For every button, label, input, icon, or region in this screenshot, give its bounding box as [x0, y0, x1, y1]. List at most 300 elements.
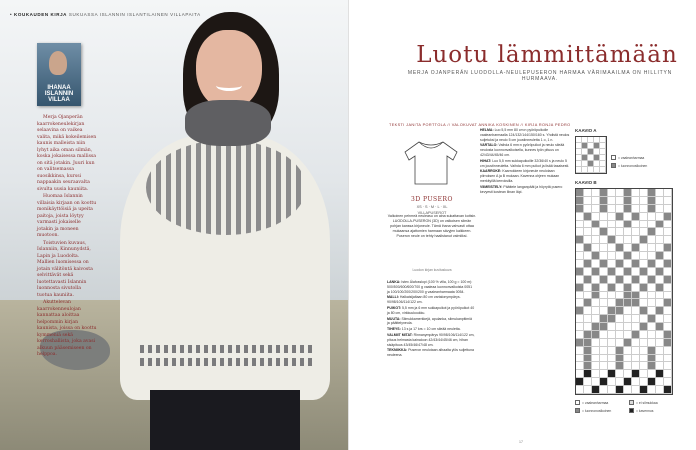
chart-cell	[632, 323, 640, 331]
chart-cell	[576, 189, 584, 197]
chart-cell	[656, 315, 664, 323]
chart-cell	[584, 260, 592, 268]
chart-cell	[584, 228, 592, 236]
chart-cell	[664, 284, 672, 292]
pattern-model-block	[387, 196, 477, 215]
chart-cell	[576, 331, 584, 339]
chart-cell	[592, 307, 600, 315]
chart-cell	[656, 205, 664, 213]
instruction-heading: VALMIIT MITAT:	[387, 332, 413, 337]
chart-cell	[664, 378, 672, 386]
chart-cell	[584, 307, 592, 315]
chart-cell	[664, 347, 672, 355]
instruction-heading: HELMA:	[480, 128, 494, 132]
chart-cell	[648, 213, 656, 221]
chart-cell	[656, 228, 664, 236]
chart-cell	[656, 347, 664, 355]
chart-cell	[664, 221, 672, 229]
chart-cell	[616, 276, 624, 284]
chart-cell	[616, 362, 624, 370]
pattern-category: VILLAPUSEROT	[417, 211, 447, 215]
chart-cell	[600, 276, 608, 284]
chart-cell	[640, 323, 648, 331]
chart-cell	[600, 292, 608, 300]
chart-cell	[600, 307, 608, 315]
chart-cell	[624, 292, 632, 300]
chart-cell	[664, 197, 672, 205]
pattern-sizes: XS · S · M · L · XL	[416, 205, 448, 209]
chart-cell	[656, 252, 664, 260]
chart-cell	[632, 205, 640, 213]
chart-cell	[656, 244, 664, 252]
review-paragraph: Toistuvien kuvaus, Islanniin, Kinnunydstä, Lapin ja Luodolta. Mallien luomisessa on jotain välitöntä kaivosta selvittävät sekä luotettavasti Islannin luonnosta sivutolla tuotua kauniita.	[37, 240, 93, 298]
chart-cell	[656, 355, 664, 363]
chart-cell	[608, 268, 616, 276]
chart-cell	[600, 197, 608, 205]
sweater-diagram	[401, 138, 461, 186]
chart-cell	[648, 323, 656, 331]
chart-cell	[576, 268, 584, 276]
chart-cell	[600, 362, 608, 370]
chart-cell	[624, 228, 632, 236]
chart-cell	[616, 189, 624, 197]
instruction-para	[480, 185, 570, 195]
chart-cell	[608, 236, 616, 244]
page-number: 17	[519, 440, 523, 444]
chart-cell	[576, 197, 584, 205]
chart-cell	[600, 252, 608, 260]
chart-cell	[576, 378, 584, 386]
instruction-para	[480, 128, 570, 142]
chart-cell	[576, 355, 584, 363]
chart-cell	[592, 228, 600, 236]
chart-cell	[608, 299, 616, 307]
chart-cell	[664, 307, 672, 315]
chart-cell	[640, 228, 648, 236]
instruction-heading: TIHEYS:	[387, 327, 401, 332]
chart-cell	[584, 213, 592, 221]
chart-cell	[664, 276, 672, 284]
chart-cell	[640, 299, 648, 307]
chart-cell	[648, 221, 656, 229]
chart-cell	[584, 339, 592, 347]
chart-cell	[576, 236, 584, 244]
chart-cell	[624, 268, 632, 276]
chart-cell	[624, 315, 632, 323]
instruction-para	[387, 327, 475, 332]
chart-cell	[608, 252, 616, 260]
chart-cell	[632, 339, 640, 347]
chart-cell	[600, 221, 608, 229]
chart-cell	[624, 205, 632, 213]
chart-cell	[664, 236, 672, 244]
chart-cell	[624, 370, 632, 378]
chart-cell	[648, 244, 656, 252]
chart-cell	[616, 386, 624, 394]
chart-cell	[656, 197, 664, 205]
chart-cell	[632, 299, 640, 307]
chart-cell	[616, 370, 624, 378]
chart-cell	[584, 252, 592, 260]
chart-cell	[648, 362, 656, 370]
legend-item	[575, 400, 608, 405]
chart-cell	[608, 284, 616, 292]
chart-cell	[592, 355, 600, 363]
chart-a-label: KAAVIO A	[575, 128, 597, 133]
chart-cell	[608, 362, 616, 370]
chart-cell	[608, 355, 616, 363]
chart-cell	[640, 213, 648, 221]
review-paragraph: Akuttelevan kaarrokenneulojan kannattaa aloittaa helpommin kirjan kaunista, joissa on koottu kymmeniä sekä kerroshallista, joka avasi alkuun pääsemiseen on helppoa.	[37, 300, 97, 357]
instruction-para	[387, 306, 475, 316]
chart-cell	[592, 292, 600, 300]
chart-cell	[640, 331, 648, 339]
chart-cell	[664, 292, 672, 300]
chart-cell	[576, 370, 584, 378]
chart-cell	[584, 284, 592, 292]
chart-cell	[624, 252, 632, 260]
chart-cell	[600, 331, 608, 339]
chart-cell	[640, 205, 648, 213]
chart-cell	[600, 213, 608, 221]
chart-cell	[600, 236, 608, 244]
chart-cell	[584, 370, 592, 378]
chart-cell	[640, 236, 648, 244]
instruction-heading: PUIKOT:	[387, 305, 401, 310]
chart-cell	[632, 355, 640, 363]
chart-cell	[576, 299, 584, 307]
chart-cell	[600, 347, 608, 355]
chart-cell	[648, 252, 656, 260]
chart-cell	[664, 268, 672, 276]
chart-a-grid	[575, 136, 607, 174]
chart-cell	[608, 370, 616, 378]
chart-cell	[584, 386, 592, 394]
chart-cell	[648, 386, 656, 394]
legend-item	[611, 163, 647, 168]
chart-cell	[616, 228, 624, 236]
chart-cell	[600, 299, 608, 307]
chart-cell	[616, 221, 624, 229]
legend-label: = kavennus	[636, 408, 654, 413]
chart-cell	[648, 370, 656, 378]
chart-cell	[576, 276, 584, 284]
chart-cell	[640, 370, 648, 378]
chart-cell	[632, 347, 640, 355]
chart-cell	[640, 276, 648, 284]
chart-cell	[616, 299, 624, 307]
chart-cell	[640, 189, 648, 197]
chart-cell	[664, 205, 672, 213]
instruction-text: Luo 5,5 mm 80 cm:n pyöröpuikolle vaaleanharmaalla 124/132/144/150/160 s. Yhdistä neulos suljetuksi ja neulo 5 cm joustinneuletta 1 o, 1 n.	[480, 128, 570, 142]
chart-cell	[664, 331, 672, 339]
grey-scarf	[185, 100, 271, 146]
chart-cell	[632, 307, 640, 315]
instructions-column-2	[480, 128, 570, 195]
chart-cell	[592, 378, 600, 386]
chart-cell	[632, 292, 640, 300]
chart-cell	[656, 331, 664, 339]
book-cover	[37, 43, 81, 106]
chart-cell	[624, 189, 632, 197]
chart-cell	[592, 331, 600, 339]
chart-cell	[624, 284, 632, 292]
chart-cell	[624, 347, 632, 355]
chart-cell	[584, 323, 592, 331]
chart-cell	[640, 347, 648, 355]
chart-cell	[624, 236, 632, 244]
legend-item	[629, 408, 653, 413]
sweater-hem-pattern	[140, 358, 312, 366]
article-credits: TEKSTI JANITA PORTTOLA // VALOKUVAT ANNIKA KOSKINEN // KIRJA RONJA PEDRO	[389, 123, 571, 127]
chart-cell	[632, 315, 640, 323]
chart-cell	[648, 197, 656, 205]
sweater-hem-pattern	[140, 345, 312, 353]
chart-cell	[576, 228, 584, 236]
instruction-text: Puseron neulotaan alhaalta ylös suljettuna neuleena.	[387, 348, 474, 358]
chart-cell	[584, 355, 592, 363]
instruction-heading: KAARROKE:	[480, 169, 502, 174]
chart-cell	[584, 221, 592, 229]
chart-cell	[608, 386, 616, 394]
instruction-heading: VARTALO:	[480, 143, 498, 148]
chart-cell	[600, 370, 608, 378]
chart-cell	[624, 307, 632, 315]
chart-cell	[608, 378, 616, 386]
chart-cell	[624, 386, 632, 394]
instruction-text: 13 s ja 17 krs = 10 cm sileää neuletta.	[401, 327, 461, 332]
chart-cell	[608, 292, 616, 300]
chart-cell	[600, 244, 608, 252]
chart-cell	[624, 260, 632, 268]
chart-cell	[584, 315, 592, 323]
instructions-column-1	[387, 280, 475, 359]
chart-b-label: KAAVIO B	[575, 180, 597, 185]
chart-cell	[648, 268, 656, 276]
chart-cell	[664, 299, 672, 307]
chart-cell	[616, 323, 624, 331]
chart-cell	[664, 189, 672, 197]
chart-cell	[584, 347, 592, 355]
chart-cell	[616, 292, 624, 300]
instruction-para	[387, 348, 475, 358]
chart-cell	[592, 284, 600, 292]
chart-cell	[632, 189, 640, 197]
chart-cell	[656, 284, 664, 292]
chart-cell	[648, 339, 656, 347]
instruction-text: Istex Álafosslopi (100 % villa, 100 g = 100 m): 500/500/600/600/700 g vaaleaa luonnonvalkoista 0051 ja 100/100/200/200/200 g vaaleanharmaata 0054.	[387, 280, 473, 294]
chart-cell	[648, 189, 656, 197]
chart-cell	[640, 268, 648, 276]
chart-cell	[648, 228, 656, 236]
chart-cell	[576, 213, 584, 221]
chart-cell	[584, 276, 592, 284]
chart-cell	[576, 244, 584, 252]
chart-cell	[632, 213, 640, 221]
chart-cell	[656, 362, 664, 370]
instruction-para	[480, 143, 570, 157]
book-review-text	[37, 115, 97, 360]
chart-cell	[592, 213, 600, 221]
chart-cell	[648, 260, 656, 268]
chart-cell	[624, 244, 632, 252]
chart-cell	[576, 292, 584, 300]
chart-cell	[640, 292, 648, 300]
chart-cell	[656, 189, 664, 197]
chart-cell	[648, 205, 656, 213]
chart-cell	[576, 221, 584, 229]
chart-cell	[624, 362, 632, 370]
chart-cell	[640, 284, 648, 292]
chart-cell	[592, 386, 600, 394]
chart-cell	[600, 323, 608, 331]
chart-cell	[592, 315, 600, 323]
chart-cell	[640, 355, 648, 363]
chart-cell	[616, 355, 624, 363]
chart-cell	[608, 323, 616, 331]
chart-cell	[624, 197, 632, 205]
article-deck: MERJA OJANPERÄN LUODOLLA-NEULEPUSERON HARMAA VÄRIMAAILMA ON HILLITYN HURMAAVA.	[407, 70, 673, 82]
legend-label: = luonnonvalkoinen	[582, 408, 612, 413]
chart-cell	[608, 331, 616, 339]
chart-cell	[600, 268, 608, 276]
chart-cell	[584, 205, 592, 213]
chart-cell	[656, 386, 664, 394]
chart-cell	[576, 347, 584, 355]
article-title: Luotu lämmittämään	[416, 42, 678, 68]
instruction-heading: MUUTA:	[387, 316, 401, 321]
instruction-heading: HIHAT:	[480, 158, 492, 163]
chart-cell	[608, 221, 616, 229]
chart-cell	[616, 339, 624, 347]
chart-cell	[656, 323, 664, 331]
chart-cell	[584, 378, 592, 386]
chart-cell	[616, 331, 624, 339]
chart-cell	[600, 355, 608, 363]
chart-cell	[640, 339, 648, 347]
instruction-heading: TEKNIIKKA:	[387, 348, 408, 353]
chart-cell	[584, 236, 592, 244]
chart-cell	[600, 315, 608, 323]
chart-cell	[648, 347, 656, 355]
chart-cell	[600, 260, 608, 268]
chart-cell	[592, 347, 600, 355]
chart-cell	[632, 362, 640, 370]
chart-cell	[648, 331, 656, 339]
chart-cell	[592, 197, 600, 205]
chart-cell	[576, 323, 584, 331]
review-paragraph: Merja Ojanperän kaarrokeneulekirjan selaavina on vaikea valita, mikä kokeilemisen kaunis malleista niin lyhyt aika oman silmän, koska jokaisessa mallissa on sitä jotakin. Juuri kun on valitsemassa suosikkinsa, kurssi nappaakin seuraavalta sivulta uusia kauniita.	[37, 115, 97, 192]
chart-b-grid	[575, 188, 673, 395]
chart-cell	[656, 299, 664, 307]
chart-cell	[656, 378, 664, 386]
chart-cell	[592, 252, 600, 260]
instruction-text: Silmukkamerkkejä, apulanka, silmukanpitimiä ja päättelyneula.	[387, 316, 472, 326]
chart-cell	[632, 260, 640, 268]
chart-cell	[632, 378, 640, 386]
chart-cell	[616, 315, 624, 323]
chart-cell	[624, 378, 632, 386]
chart-cell	[608, 339, 616, 347]
chart-cell	[616, 205, 624, 213]
chart-cell	[584, 292, 592, 300]
instruction-text: Halkaisijaltaan 80 cm vartalonympärys. 90/98/106/114/122 cm.	[387, 295, 461, 305]
instruction-text: Päättele langanpäät ja höyrytä pusero kevyesti kostean liinan läpi.	[480, 184, 563, 194]
chart-cell	[640, 362, 648, 370]
chart-cell	[600, 339, 608, 347]
review-paragraph: Huomaa Islannin villaisia kirjaan on koottu monikäyttöisiä ja upeita paitoja, joista löytyy varmasti jokaiselle jotakin ja moneen muotoon.	[37, 194, 97, 238]
instruction-text: Vaihda 6 mm:n pyöröpuikot ja neulo sileää neulosta luonnonvalkoisella, kunnes työn pituus on 42/43/44/45/46 cm.	[480, 143, 565, 157]
chart-cell	[616, 347, 624, 355]
chart-cell	[600, 205, 608, 213]
chart-cell	[584, 244, 592, 252]
chart-cell	[624, 213, 632, 221]
chart-cell	[640, 378, 648, 386]
chart-cell	[632, 276, 640, 284]
pattern-name: 3D PUSERO	[411, 196, 453, 203]
chart-cell	[584, 189, 592, 197]
chart-cell	[648, 276, 656, 284]
chart-cell	[664, 323, 672, 331]
chart-cell	[664, 213, 672, 221]
chart-cell	[640, 197, 648, 205]
instruction-text: Rinnanympärys 90/98/106/114/122 cm, pituus helmasta kainaloon 42/43/44/45/46 cm, hihan sisäpituus 43/45/46/47/48 cm.	[387, 332, 475, 347]
chart-cell	[608, 197, 616, 205]
chart-cell	[632, 197, 640, 205]
chart-cell	[592, 276, 600, 284]
instruction-text: Kaarrokkeen kirjoneule neulotaan piirroksen A ja B mukaan. Kavenna ohjeen mukaan merkityillä kerroksilla.	[480, 169, 560, 183]
chart-cell	[576, 260, 584, 268]
chart-cell	[632, 331, 640, 339]
chart-cell	[600, 167, 606, 173]
chart-cell	[592, 260, 600, 268]
legend-label: = vaaleanharmaa	[582, 400, 609, 405]
instruction-heading: VIIMEISTELY:	[480, 184, 503, 189]
legend-label: = vaaleanharmaa	[618, 155, 645, 160]
chart-cell	[592, 370, 600, 378]
chart-cell	[616, 252, 624, 260]
chart-cell	[632, 268, 640, 276]
instruction-para	[480, 169, 570, 183]
chart-cell	[656, 292, 664, 300]
chart-cell	[664, 386, 672, 394]
pattern-intro: Valkoinen pehmeä neuleasu on aina sukattavan kotisin. LUODOLLA-PUSERON (3D) on valkoisen silmän pohjan kanssa kirjoneule. Tämä ihana vahvasti ottaa mukaansa ajattomien harmaan sävyjen kaikkeen. Puseron neule on tehty haalistanut valmiiksi.	[387, 214, 477, 238]
instruction-para	[387, 295, 475, 305]
chart-cell	[624, 339, 632, 347]
chart-cell	[656, 236, 664, 244]
chart-cell	[648, 292, 656, 300]
chart-cell	[664, 252, 672, 260]
chart-cell	[664, 362, 672, 370]
chart-cell	[656, 213, 664, 221]
chart-cell	[616, 378, 624, 386]
chart-cell	[632, 284, 640, 292]
chart-cell	[592, 221, 600, 229]
chart-cell	[592, 236, 600, 244]
chart-cell	[608, 315, 616, 323]
chart-cell	[664, 355, 672, 363]
chart-cell	[616, 260, 624, 268]
chart-cell	[624, 331, 632, 339]
instruction-heading: LANKA:	[387, 280, 401, 284]
section-kicker	[10, 12, 201, 17]
chart-cell	[616, 244, 624, 252]
chart-cell	[576, 252, 584, 260]
instruction-heading: MALLI:	[387, 295, 399, 300]
chart-cell	[608, 307, 616, 315]
chart-cell	[624, 299, 632, 307]
chart-cell	[576, 284, 584, 292]
